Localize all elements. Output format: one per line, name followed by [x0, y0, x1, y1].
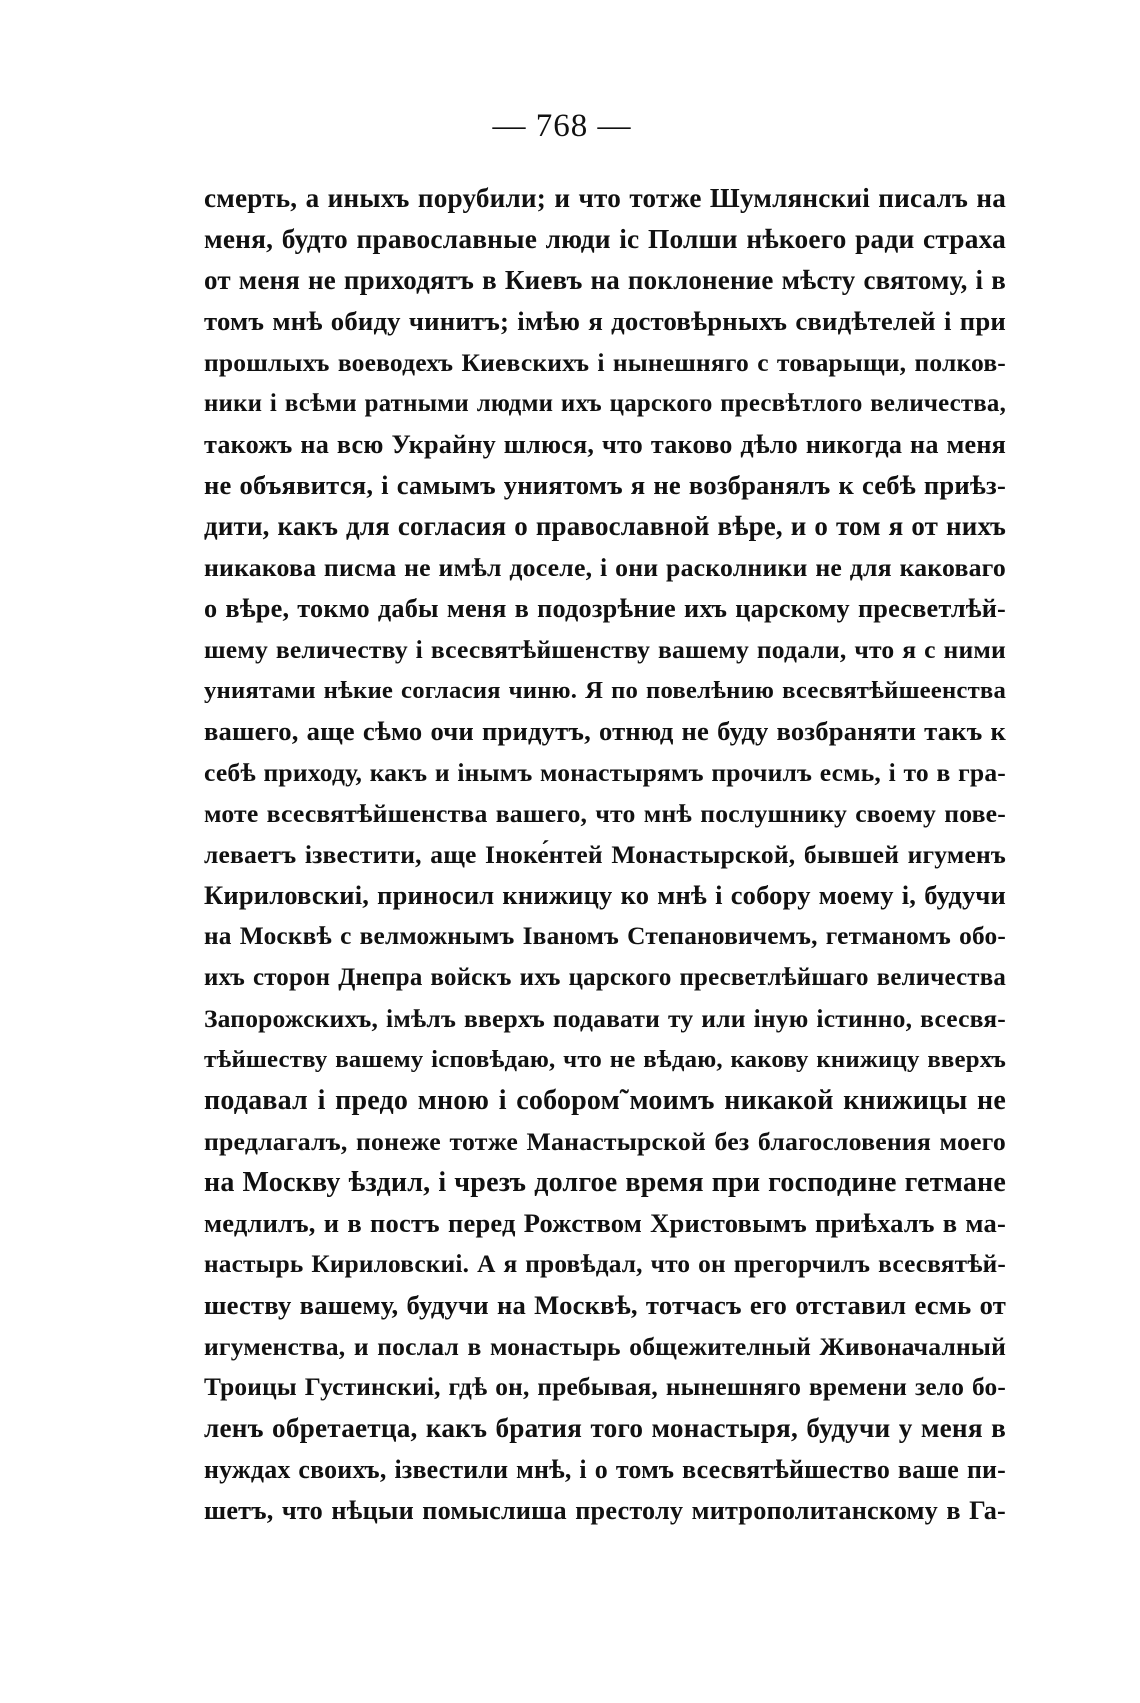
text-line: себѣ приходу, какъ и інымъ монастырямъ прочилъ есмь, і то в гра- [204, 758, 1006, 787]
text-line: Троицы Густинскиі, гдѣ он, пребывая, нынешняго времени зело бо- [204, 1373, 1006, 1401]
text-line: шеству вашему, будучи на Москвѣ, тотчасъ его отставил есмь от [204, 1290, 1006, 1320]
text-line: моте всесвятѣйшенства вашего, что мнѣ послушнику своему пове- [204, 799, 1006, 828]
text-line: томъ мнѣ обиду чинитъ; імѣю я достовѣрныхъ свидѣтелей і при [204, 306, 1006, 336]
text-line: от меня не приходятъ в Киевъ на поклонение мѣсту святому, і в [204, 265, 1006, 295]
text-line: на Москву ѣздил, і чрезъ долгое время при господине гетмане [204, 1167, 1006, 1198]
text-line: предлагалъ, понеже тотже Манастырской без благословения моего [204, 1127, 1006, 1156]
text-line: такожъ на всю Украйну шлюся, что таково дѣло никогда на меня [204, 430, 1006, 459]
text-line: тѣйшеству вашему ісповѣдаю, что не вѣдаю, какову книжицу вверхъ [204, 1046, 1006, 1073]
text-line: вашего, аще сѣмо очи придутъ, отнюд не буду возбраняти такъ к [204, 716, 1006, 746]
text-line: ники і всѣми ратными людми ихъ царского пресвѣтлого величества, [204, 390, 1006, 417]
text-line: леваетъ ізвестити, аще Іноке́нтей Монастырской, бывшей игуменъ [204, 840, 1006, 869]
text-line: никакова писма не имѣл доселе, і они расколники не для каковаго [204, 553, 1006, 582]
text-line: ленъ обретаетца, какъ братия того монастыря, будучи у меня в [204, 1413, 1006, 1443]
text-line: Кириловскиі, приносил книжицу ко мнѣ і собору моему і, будучи [204, 880, 1006, 910]
text-line: игуменства, и послал в монастырь общежителный Живоначалный [204, 1332, 1006, 1361]
text-line: настырь Кириловскиі. А я провѣдал, что он прегорчилъ всесвятѣй- [204, 1250, 1006, 1278]
text-line: подавал і предо мною і собором̃ моимъ никакой книжицы не [204, 1085, 1006, 1116]
text-line: шетъ, что нѣцыи помыслиша престолу митрополитанскому в Га- [204, 1496, 1006, 1525]
text-line: не объявится, і самымъ униятомъ я не возбранялъ к себѣ приѣз- [204, 470, 1006, 500]
text-line: ихъ сторон Днепра войскъ ихъ царского пресветлѣйшаго величества [204, 964, 1006, 991]
text-line: смерть, а иныхъ порубили; и что тотже Шумлянскиі писалъ на [204, 183, 1006, 213]
text-line: о вѣре, токмо дабы меня в подозрѣние ихъ царскому пресветлѣй- [204, 594, 1006, 623]
text-line: нуждах своихъ, ізвестили мнѣ, і о томъ всесвятѣйшество ваше пи- [204, 1455, 1006, 1484]
body-text [204, 178, 1006, 1531]
text-line: на Москвѣ с велможнымъ Іваномъ Степановичемъ, гетманомъ обо- [204, 922, 1006, 950]
text-line: шему величеству і всесвятѣйшенству вашему подали, что я с ними [204, 635, 1006, 664]
page-number: — 768 — [492, 108, 632, 144]
text-line: дити, какъ для согласия о православной вѣре, и о том я от нихъ [204, 511, 1006, 541]
text-line: прошлыхъ воеводехъ Киевскихъ і нынешняго с товарыщи, полков- [204, 348, 1006, 377]
text-line: медлилъ, и в постъ перед Рожством Христовымъ приѣхалъ в ма- [204, 1208, 1006, 1238]
text-line: Запорожскихъ, імѣлъ вверхъ подавати ту или іную істинно, всесвя- [204, 1004, 1006, 1033]
text-line: униятами нѣкие согласия чиню. Я по повелѣнию всесвятѣйшеенства [204, 677, 1006, 704]
text-line: меня, будто православные люди іс Полши нѣкоего ради страха [204, 224, 1006, 254]
